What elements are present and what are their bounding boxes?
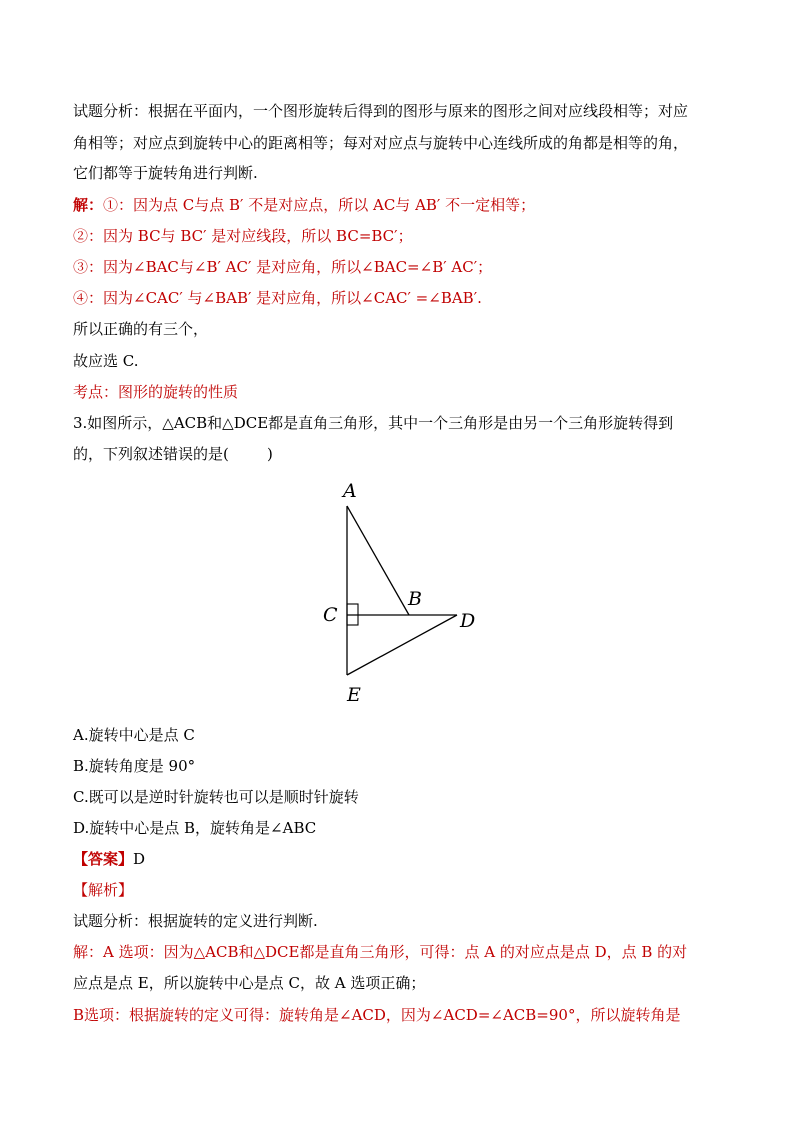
text-line: 故应选 C. <box>73 352 139 370</box>
label-D: D <box>460 610 476 632</box>
text-line <box>73 849 145 869</box>
text-line: 解：A 选项：因为△ACB和△DCE都是直角三角形，可得：点 A 的对应点是点 D，点 B 的对 <box>73 943 688 961</box>
text-line: ③：因为∠BAC与∠B′ AC′ 是对应角，所以∠BAC=∠B′ AC′； <box>73 258 493 276</box>
text-line: 它们都等于旋转角进行判断. <box>73 164 258 182</box>
text-line: C.既可以是逆时针旋转也可以是顺时针旋转 <box>73 788 359 806</box>
text-line: 试题分析：根据在平面内，一个图形旋转后得到的图形与原来的图形之间对应线段相等；对应 <box>73 102 689 120</box>
text-line: 考点：图形的旋转的性质 <box>73 383 239 401</box>
segment-AB <box>347 506 409 615</box>
text-line <box>73 195 535 215</box>
text-line: B选项：根据旋转的定义可得：旋转角是∠ACD，因为∠ACD=∠ACB=90°，所以旋转角是 <box>73 1006 681 1024</box>
answer-bracket: 【答案】 <box>73 850 134 868</box>
text-line: 应点是点 E，所以旋转中心是点 C，故 A 选项正确； <box>73 974 426 992</box>
text-line: 3.如图所示，△ACB和△DCE都是直角三角形，其中一个三角形是由另一个三角形旋转得到 <box>73 414 674 432</box>
text-line: 的，下列叙述错误的是( ) <box>73 445 273 463</box>
text-line: ④：因为∠CAC′ 与∠BAB′ 是对应角，所以∠CAC′ =∠BAB′. <box>73 289 482 307</box>
label-C: C <box>323 604 338 626</box>
text-line: 所以正确的有三个， <box>73 320 209 338</box>
text-line: 【解析】 <box>73 881 134 899</box>
triangle-figure <box>315 478 485 708</box>
answer-value: D <box>133 850 146 868</box>
text-line: B.旋转角度是 90° <box>73 757 196 775</box>
segment-ED <box>347 615 457 675</box>
text-line: A.旋转中心是点 C <box>73 726 195 744</box>
label-E: E <box>347 684 361 706</box>
text-line: 试题分析：根据旋转的定义进行判断. <box>73 912 318 930</box>
label-B: B <box>408 588 422 610</box>
text-line: ②：因为 BC与 BC′ 是对应线段，所以 BC=BC′； <box>73 227 413 245</box>
text-line: 角相等；对应点到旋转中心的距离相等；每对对应点与旋转中心连线所成的角都是相等的角， <box>73 134 689 152</box>
answer-prefix: 解： <box>73 196 104 214</box>
label-A: A <box>343 480 357 502</box>
line-text: ①：因为点 C与点 B′ 不是对应点，所以 AC与 AB′ 不一定相等； <box>103 196 536 214</box>
text-line: D.旋转中心是点 B，旋转角是∠ABC <box>73 819 317 837</box>
